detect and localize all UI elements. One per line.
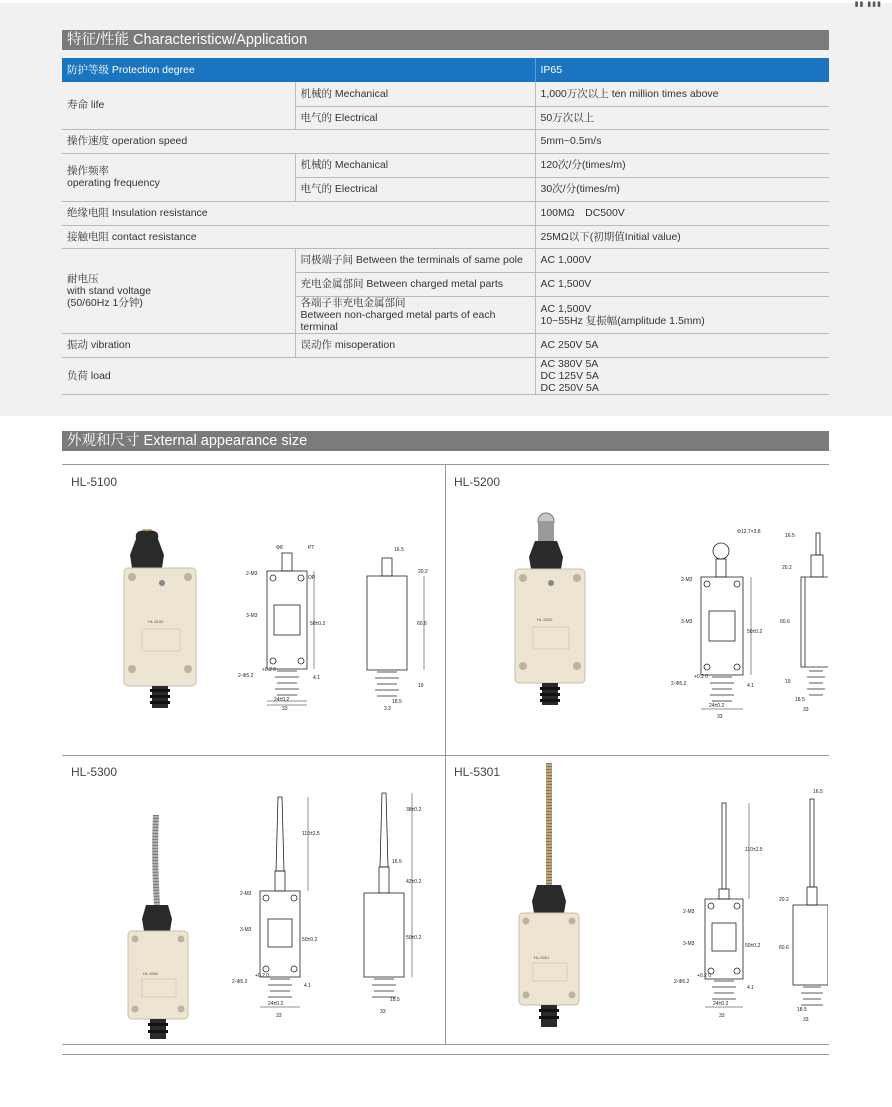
boot-cap xyxy=(529,541,563,569)
voltage-label-cn: 耐电压 xyxy=(67,272,99,285)
drawing-plunger xyxy=(379,867,389,893)
drawing-plunger xyxy=(275,871,285,891)
drawing-gland xyxy=(807,671,825,695)
screw xyxy=(178,1006,185,1013)
drawing-hole xyxy=(734,968,740,974)
gland-ring xyxy=(540,693,560,696)
dim-50b: 50±0.2 xyxy=(406,935,422,941)
load-value-1: AC 380V 5A xyxy=(540,357,599,370)
drawing-side-body xyxy=(793,905,828,985)
screw xyxy=(184,665,192,673)
section-title-characteristics: 特征/性能 Characteristicw/Application xyxy=(62,30,829,50)
body-product-label: HL-5301 xyxy=(534,955,550,960)
drawing-hole xyxy=(270,575,276,581)
dim-4-1: 4.1 xyxy=(747,985,754,991)
model-cell-hl-5301 xyxy=(445,755,828,1045)
model-label: HL-5301 xyxy=(454,765,501,779)
dim-20-2: 20.2 xyxy=(418,569,428,575)
hl-5301-figure xyxy=(445,755,828,1045)
drawing-window xyxy=(709,611,735,641)
dim-24: 24±0.2 xyxy=(713,1001,729,1007)
dim-19: 19 xyxy=(418,683,424,689)
dim-60-6: 60.6 xyxy=(779,945,789,951)
dim-33b: 33 xyxy=(803,707,809,713)
drawing-rod xyxy=(722,803,726,889)
dim-tolerance: +0.2 0 xyxy=(694,674,709,680)
screw xyxy=(178,936,185,943)
body-product-label: HL-5300 xyxy=(143,971,159,976)
table-row xyxy=(62,248,829,272)
voltage-same-pole-label: 同极端子间 Between the terminals of same pole xyxy=(295,248,535,272)
drawing-hole xyxy=(291,895,297,901)
dim-18-5: 18.5 xyxy=(392,699,402,705)
body-product-label: HL-5200 xyxy=(537,617,553,622)
crop-marks: ▮▮ ▮▮▮ xyxy=(854,1,882,8)
voltage-noncharged-label xyxy=(295,296,535,333)
screw xyxy=(569,918,576,925)
drawing-hole xyxy=(263,895,269,901)
load-value xyxy=(535,357,829,394)
gland-ring xyxy=(539,1009,559,1012)
dim-33: 33 xyxy=(276,1013,282,1019)
drawing-gland xyxy=(712,981,736,999)
dim-2m3: 2-M3 xyxy=(240,891,252,897)
drawing-gland xyxy=(275,671,299,695)
dim-60-6: 60.6 xyxy=(780,619,790,625)
table-row xyxy=(62,129,829,153)
roller-bracket xyxy=(538,521,554,541)
frequency-mechanical-value: 120次/分(times/m) xyxy=(535,153,829,177)
voltage-charged-value: AC 1,500V xyxy=(535,272,829,296)
drawing-spring xyxy=(276,797,284,871)
drawing-hole xyxy=(298,658,304,664)
top-rule xyxy=(0,0,892,3)
dim-phi: Φ12.7×3.8 xyxy=(737,529,761,535)
dim-3m3: 3-M3 xyxy=(246,613,258,619)
gland-ring xyxy=(539,1016,559,1019)
vibration-value: AC 250V 5A xyxy=(535,333,829,357)
voltage-label-hz: (50/60Hz 1分钟) xyxy=(67,296,143,309)
load-label: 负荷 load xyxy=(62,357,535,394)
hl-5300-figure xyxy=(62,755,445,1045)
table-row xyxy=(62,225,829,248)
dim-20-2: 20.2 xyxy=(779,897,789,903)
frequency-electrical-label: 电气的 Electrical xyxy=(295,177,535,201)
drawing-hole xyxy=(734,903,740,909)
model-label: HL-5100 xyxy=(71,475,118,489)
voltage-noncharged-value-2: 10~55Hz 复振幅(amplitude 1.5mm) xyxy=(540,314,705,327)
load-value-2: DC 125V 5A xyxy=(540,369,599,382)
drawing-hole xyxy=(708,903,714,909)
model-label: HL-5200 xyxy=(454,475,501,489)
drawing-body xyxy=(705,899,743,979)
dim-24: 24±0.2 xyxy=(709,703,725,709)
life-electrical-value: 50万次以上 xyxy=(535,106,829,129)
drawing-plunger xyxy=(382,558,392,576)
spec-header-row xyxy=(62,58,829,82)
table-row xyxy=(62,357,829,394)
voltage-noncharged-value-1: AC 1,500V xyxy=(540,302,592,315)
dim-3m3: 3-M3 xyxy=(681,619,693,625)
table-row xyxy=(62,201,829,225)
screw xyxy=(573,574,581,582)
appearance-grid xyxy=(62,464,829,1045)
dim-3m3: 3-M3 xyxy=(240,927,252,933)
life-electrical-label: 电气的 Electrical xyxy=(295,106,535,129)
drawing-spring xyxy=(380,793,388,867)
screw xyxy=(519,574,527,582)
life-label: 寿命 life xyxy=(62,82,295,129)
dim-110: 110±2.5 xyxy=(302,831,320,837)
drawing-rod xyxy=(810,799,814,887)
dim-4-1: 4.1 xyxy=(747,683,754,689)
dim-phi: Φ8 xyxy=(276,545,283,551)
drawing-hole xyxy=(734,581,740,587)
bottom-rule xyxy=(62,1054,829,1055)
drawing-body xyxy=(267,571,307,669)
model-cell-hl-5100 xyxy=(62,465,445,755)
vibration-sub-label: 误动作 misoperation xyxy=(295,333,535,357)
screw xyxy=(184,573,192,581)
dim-hole: 2-Φ5.2 xyxy=(671,681,687,687)
dim-2m3: 2-M3 xyxy=(246,571,258,577)
dimension-lines xyxy=(705,803,749,1007)
dim-2m3: 2-M3 xyxy=(683,909,695,915)
screw xyxy=(132,936,139,943)
emblem-icon xyxy=(159,580,165,586)
dim-hole: 2-Φ5.2 xyxy=(238,673,254,679)
drawing-roller xyxy=(713,543,729,559)
voltage-label xyxy=(62,248,295,333)
drawing-window xyxy=(274,605,300,635)
dim-2m3: 2-M3 xyxy=(681,577,693,583)
dim-20-2: 20.2 xyxy=(782,565,792,571)
contact-label: 接触电阻 contact resistance xyxy=(62,225,535,248)
hl-5100-photo xyxy=(124,529,196,708)
gland-ring xyxy=(150,701,170,704)
drawing-side-body xyxy=(364,893,404,977)
table-row xyxy=(62,153,829,177)
frequency-label-en: operating frequency xyxy=(67,177,160,189)
dim-16-5: 16.5 xyxy=(813,789,823,795)
hl-5200-figure xyxy=(445,465,828,755)
drawing-hole xyxy=(704,664,710,670)
dim-50: 50±0.2 xyxy=(302,937,318,943)
screw xyxy=(128,665,136,673)
drawing-plunger xyxy=(716,559,726,577)
dim-4-1: 4.1 xyxy=(313,675,320,681)
boot-cap xyxy=(142,905,172,931)
drawing-hole xyxy=(270,658,276,664)
screw xyxy=(523,918,530,925)
voltage-noncharged-label-en: Between non-charged metal parts of each terminal xyxy=(300,308,496,333)
boot-cap xyxy=(532,885,566,913)
hl-5100-front-drawing xyxy=(267,553,314,705)
hl-5100-figure xyxy=(62,465,445,755)
gland-ring xyxy=(148,1030,168,1033)
drawing-gland xyxy=(801,987,823,1005)
voltage-same-pole-value: AC 1,000V xyxy=(535,248,829,272)
dim-19: 19 xyxy=(785,679,791,685)
dim-50: 50±0.2 xyxy=(745,943,761,949)
drawing-hole xyxy=(298,575,304,581)
drawing-side-body xyxy=(367,576,407,670)
hl-5301-side-drawing xyxy=(793,799,828,1005)
screw xyxy=(519,662,527,670)
cable-gland xyxy=(150,1019,166,1039)
contact-value: 25MΩ以下(初期值Initial value) xyxy=(535,225,829,248)
screw xyxy=(132,1006,139,1013)
drawing-side-body xyxy=(801,577,805,667)
drawing-hole xyxy=(734,664,740,670)
hl-5200-front-drawing xyxy=(701,543,751,709)
dim-op: OP xyxy=(308,575,316,581)
emblem-icon xyxy=(548,580,554,586)
gland-ring xyxy=(148,1023,168,1026)
drawing-plunger xyxy=(282,553,292,571)
protection-value: IP65 xyxy=(535,58,829,82)
dim-pt: PT xyxy=(308,545,315,551)
load-value-3: DC 250V 5A xyxy=(540,381,599,394)
dim-33: 33 xyxy=(719,1013,725,1019)
drawing-roller-arm xyxy=(816,533,820,555)
dim-33: 33 xyxy=(282,706,288,712)
drawing-window xyxy=(268,919,292,947)
drawing-hole xyxy=(704,581,710,587)
dim-50: 50±0.2 xyxy=(310,621,326,627)
drawing-hole xyxy=(291,966,297,972)
insulation-label: 绝缘电阻 Insulation resistance xyxy=(62,201,535,225)
life-mechanical-value: 1,000万次以上 ten million times above xyxy=(535,82,829,106)
dim-42: 42±0.2 xyxy=(406,879,422,885)
gland-ring xyxy=(540,699,560,702)
frequency-label-cn: 操作频率 xyxy=(67,165,109,177)
dim-24: 24±0.2 xyxy=(268,1001,284,1007)
dim-18-5: 18.5 xyxy=(797,1007,807,1013)
drawing-plunger xyxy=(719,889,729,899)
dim-hole: 2-Φ5.2 xyxy=(674,979,690,985)
boot-cap xyxy=(130,531,164,568)
hl-5200-side-drawing xyxy=(801,533,828,695)
dim-33b: 33 xyxy=(380,1009,386,1015)
hl-5200-photo xyxy=(515,513,585,705)
table-row xyxy=(62,333,829,357)
drawing-gland xyxy=(268,979,292,997)
vibration-label: 振动 vibration xyxy=(62,333,295,357)
hl-5100-side-drawing xyxy=(367,558,424,696)
screw xyxy=(573,662,581,670)
spec-table xyxy=(62,58,829,395)
drawing-gland xyxy=(710,677,734,701)
drawing-gland xyxy=(372,979,396,997)
voltage-noncharged-value xyxy=(535,296,829,333)
drawing-plunger xyxy=(807,887,817,905)
drawing-side-outline xyxy=(805,577,828,667)
frequency-mechanical-label: 机械的 Mechanical xyxy=(295,153,535,177)
dim-38: 38±0.2 xyxy=(406,807,422,813)
voltage-noncharged-label-cn: 各端子非充电金属部间 xyxy=(300,296,406,309)
speed-value: 5mm~0.5m/s xyxy=(535,129,829,153)
dim-tolerance: +0.2 0 xyxy=(255,973,270,979)
dim-tolerance: +0.2 0 xyxy=(262,667,277,673)
gland-ring xyxy=(150,695,170,698)
life-mechanical-label: 机械的 Mechanical xyxy=(295,82,535,106)
dim-hole: 2-Φ5.2 xyxy=(232,979,248,985)
dim-4-1: 4.1 xyxy=(304,983,311,989)
screw xyxy=(569,992,576,999)
gland-ring xyxy=(150,689,170,692)
body-product-label: HL-5100 xyxy=(148,619,164,624)
table-row xyxy=(62,82,829,106)
dim-18-5: 18.5 xyxy=(795,697,805,703)
insulation-value: 100MΩ DC500V xyxy=(535,201,829,225)
dim-50: 50±0.2 xyxy=(747,629,763,635)
dim-18-5: 18.5 xyxy=(390,997,400,1003)
gland-ring xyxy=(540,687,560,690)
dim-3-3: 3.3 xyxy=(384,706,391,712)
voltage-label-en: with stand voltage xyxy=(67,284,152,297)
hl-5301-front-drawing xyxy=(705,803,749,1007)
drawing-gland xyxy=(375,672,399,696)
drawing-hole xyxy=(263,966,269,972)
frequency-label xyxy=(62,153,295,201)
voltage-charged-label: 充电金属部间 Between charged metal parts xyxy=(295,272,535,296)
drawing-plunger xyxy=(811,555,823,577)
hl-5300-side-drawing xyxy=(364,793,412,997)
screw xyxy=(523,992,530,999)
dim-16-5: 16.5 xyxy=(392,859,402,865)
dim-3m3: 3-M3 xyxy=(683,941,695,947)
frequency-electrical-value: 30次/分(times/m) xyxy=(535,177,829,201)
dim-16-5: 16.5 xyxy=(785,533,795,539)
hl-5301-photo xyxy=(519,763,579,1027)
model-cell-hl-5300 xyxy=(62,755,445,1045)
dim-16-5: 16.5 xyxy=(394,547,404,553)
speed-label: 操作速度 operation speed xyxy=(62,129,535,153)
drawing-window xyxy=(712,923,736,951)
dim-tolerance: +0.2 0 xyxy=(697,973,712,979)
dim-24: 24±0.2 xyxy=(274,697,290,703)
drawing-body xyxy=(260,891,300,977)
model-label: HL-5300 xyxy=(71,765,118,779)
screw xyxy=(128,573,136,581)
section-title-appearance: 外观和尺寸 External appearance size xyxy=(62,431,829,451)
drawing-body xyxy=(701,577,743,675)
dim-60-6: 60.6 xyxy=(417,621,427,627)
hl-5300-photo xyxy=(128,815,188,1039)
dim-110: 110±2.5 xyxy=(745,847,763,853)
dim-33: 33 xyxy=(717,714,723,720)
protection-label: 防护等级 Protection degree xyxy=(62,58,535,82)
dim-33b: 33 xyxy=(803,1017,809,1023)
model-cell-hl-5200 xyxy=(445,465,828,755)
